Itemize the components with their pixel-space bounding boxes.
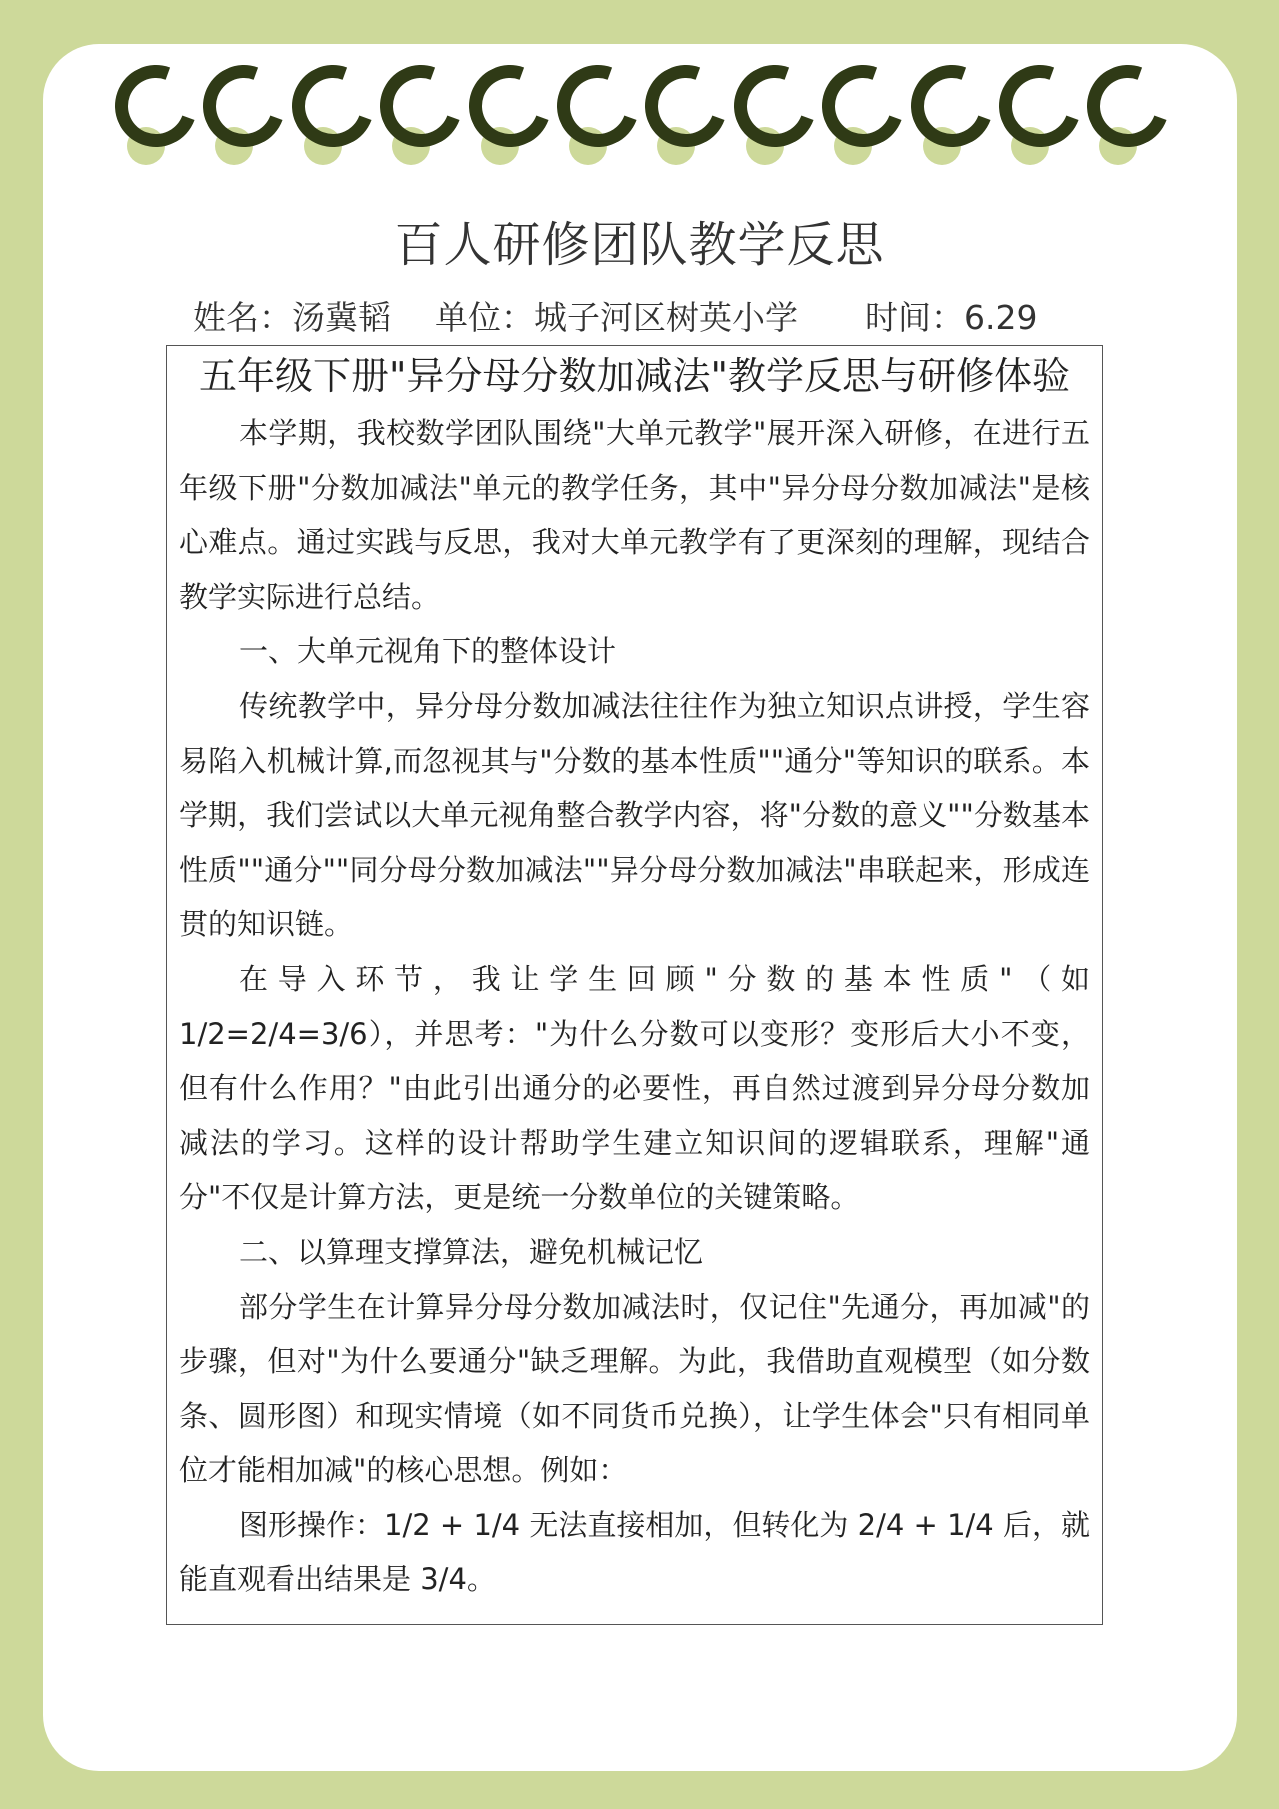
reflection-date: 时间：6.29 [865,298,1038,337]
ring-hook [190,52,299,161]
paragraph-3: 部分学生在计算异分母分数加减法时，仅记住"先通分，再加减"的步骤，但对"为什么要通分"缺乏理解。为此，我借助直观模型（如分数条、圆形图）和现实情境（如不同货币兑换），让学生体会"只有相同单位才能相加减"的核心思想。例如： [179,1289,1090,1488]
binder-ring-icon [734,65,830,173]
ring-hook [455,52,564,161]
paragraph-1: 传统教学中，异分母分数加减法往往作为独立知识点讲授，学生容易陷入机械计算,而忽视其与"分数的基本性质""通分"等知识的联系。本学期，我们尝试以大单元视角整合教学内容，将"分数的意义""分数基本性质""通分""同分母分数加减法""异分母分数加减法"串联起来，形成连贯的知识链。 [179,688,1090,942]
ring-hook [986,52,1095,161]
ring-hook [1074,52,1183,161]
binder-ring-icon [469,65,565,173]
ring-hook [809,52,918,161]
binder-ring-icon [115,65,211,173]
binder-ring-icon [203,65,299,173]
author-name: 姓名：汤冀韬 [193,298,391,337]
paragraph-2: 在导入环节，我让学生回顾"分数的基本性质"（如 1/2=2/4=3/6），并思考："为什么分数可以变形？变形后大小不变，但有什么作用？"由此引出通分的必要性，再自然过渡到异分母分数加减法的学习。这样的设计帮助学生建立知识间的逻辑联系，理解"通分"不仅是计算方法，更是统一分数单位的关键策略。 [179,961,1090,1215]
ring-hook [278,52,387,161]
binder-ring-icon [1087,65,1183,173]
binder-ring-icon [557,65,653,173]
paragraph-4: 图形操作：1/2 + 1/4 无法直接相加，但转化为 2/4 + 1/4 后，就能直观看出结果是 3/4。 [179,1507,1090,1597]
ring-hook [544,52,653,161]
binder-ring-icon [999,65,1095,173]
ring-hook [367,52,476,161]
paragraph-intro: 本学期，我校数学团队围绕"大单元教学"展开深入研修，在进行五年级下册"分数加减法"单元的教学任务，其中"异分母分数加减法"是核心难点。通过实践与反思，我对大单元教学有了更深刻的理解，现结合教学实际进行总结。 [179,416,1090,614]
binder-ring-icon [822,65,918,173]
ring-hook [720,52,829,161]
article-box [166,345,1103,1625]
ring-hook [102,52,211,161]
binder-ring-icon [380,65,476,173]
ring-hook [632,52,741,161]
page-title: 百人研修团队教学反思 [394,217,885,273]
article-body [179,406,1090,1607]
author-unit: 单位：城子河区树英小学 [435,298,798,337]
binder-ring-icon [292,65,388,173]
section-heading-1: 一、大单元视角下的整体设计 [239,634,617,669]
article-title: 五年级下册"异分母分数加减法"教学反思与研修体验 [199,354,1070,398]
binder-ring-icon [645,65,741,173]
binder-ring-icon [911,65,1007,173]
ring-hook [897,52,1006,161]
section-heading-2: 二、以算理支撑算法，避免机械记忆 [239,1234,704,1269]
